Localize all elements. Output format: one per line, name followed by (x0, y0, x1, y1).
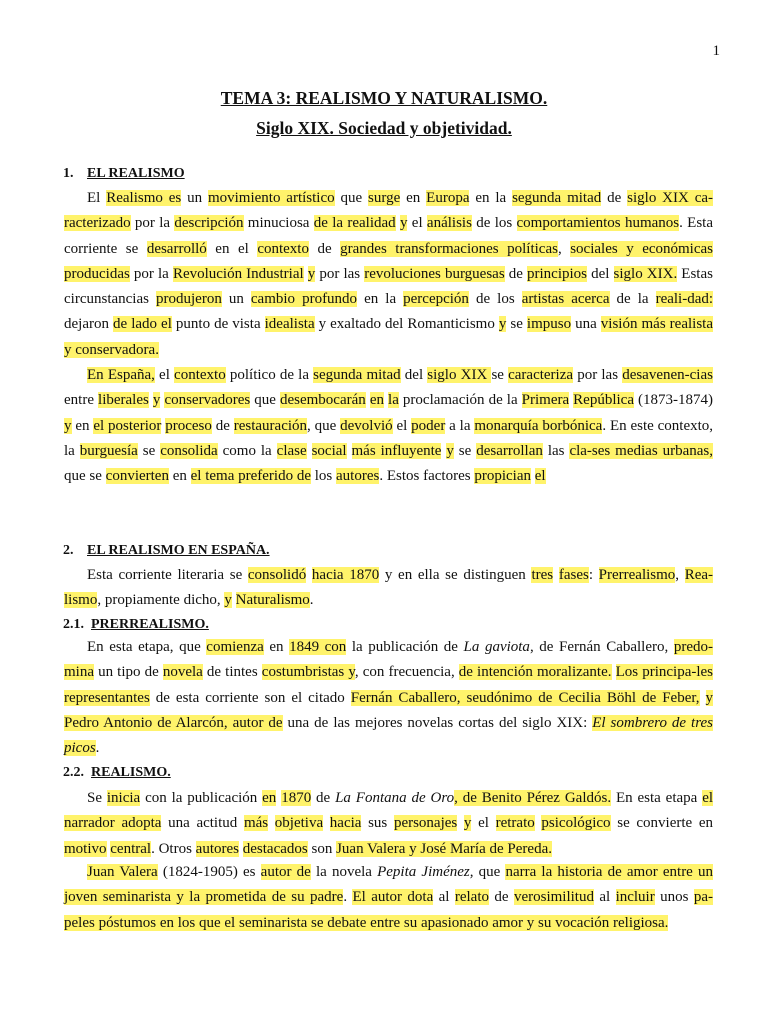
text-run: proclamación de la (398, 392, 522, 409)
text-run: . Esta corriente se (64, 215, 714, 257)
highlighted-text: monarquía borbónica (474, 417, 603, 434)
highlighted-text: y (152, 392, 161, 409)
highlighted-text: tres (531, 567, 554, 583)
text-run: a la (445, 417, 475, 434)
text-run: en (263, 639, 290, 655)
highlighted-text: contexto (174, 367, 226, 383)
text-run: . (343, 889, 353, 906)
highlighted-text: central (110, 840, 152, 857)
text-run: del (587, 265, 614, 282)
highlighted-text: conservadores (164, 392, 251, 409)
text-run: con la publicación (140, 790, 263, 806)
text-run: el (471, 815, 496, 832)
text-run: . Otros (151, 840, 196, 857)
text-run: en (168, 468, 191, 485)
text-run: un (221, 291, 251, 308)
highlighted-text: Fernán Caballero, seudónimo de Cecilia Böhl de Feber, (350, 689, 700, 706)
text-run: de (489, 889, 514, 906)
text-run: político de la (225, 367, 314, 383)
highlighted-text: Primera (521, 392, 570, 409)
section-number: 2.1. (63, 617, 84, 632)
highlighted-text: costumbristas y (261, 664, 355, 681)
highlighted-text: retrato (495, 815, 535, 832)
text-run (700, 690, 706, 706)
highlighted-text: en (369, 392, 384, 409)
text-run: de (211, 417, 234, 434)
highlighted-text: Los principa-les representantes (64, 664, 714, 706)
section-label: PRERREALISMO. (91, 617, 209, 632)
highlighted-text: desembocarán (279, 392, 366, 409)
highlighted-text: movimiento artístico (207, 190, 335, 206)
paragraph-realismo-espana (64, 563, 713, 614)
highlighted-text: Juan Valera y José María de Pereda. (336, 840, 552, 857)
highlighted-text: consolida (160, 442, 218, 459)
text-run: Se (87, 790, 107, 806)
highlighted-text: el tema preferido de (190, 468, 311, 485)
text-run: sus (361, 815, 394, 832)
text-run: que (250, 392, 280, 409)
text-run: una (571, 316, 601, 333)
highlighted-text: convierten (105, 468, 169, 485)
text-run: del (400, 367, 428, 383)
section-label: EL REALISMO EN ESPAÑA. (87, 543, 270, 558)
highlighted-text: devolvió (340, 417, 393, 434)
highlighted-text: el posterior (93, 417, 162, 434)
highlighted-text: artistas acerca (521, 291, 610, 308)
highlighted-text: cambio profundo (250, 291, 358, 308)
text-run: se (506, 316, 527, 333)
highlighted-text: Naturalismo (235, 592, 310, 609)
highlighted-text: personajes (393, 815, 458, 832)
highlighted-text: desavenen-cias (622, 367, 713, 383)
text-run: la publicación de (346, 639, 464, 655)
section-heading-2 (63, 543, 270, 559)
paragraph-espana-contexto (64, 363, 713, 489)
document-subtitle: Siglo XIX. Sociedad y objetividad. (256, 118, 512, 138)
highlighted-text: contexto (257, 240, 309, 257)
text-run: como la (217, 442, 277, 459)
highlighted-text: y (399, 215, 408, 232)
highlighted-text: República (573, 392, 634, 409)
highlighted-text: 1870 (281, 790, 312, 806)
text-run: una actitud (161, 815, 244, 832)
highlighted-text: principios (527, 265, 588, 282)
text-run: que (473, 864, 506, 880)
highlighted-text: más (243, 815, 269, 832)
highlighted-text: psicológico (541, 815, 611, 832)
highlighted-text: siglo XIX (427, 367, 492, 383)
text-run: de (311, 790, 336, 806)
paragraph-realismo-intro (64, 186, 713, 363)
text-run: al (433, 889, 455, 906)
highlighted-text: Juan Valera (87, 864, 158, 880)
highlighted-text: y (224, 592, 232, 609)
text-run: de tintes (202, 664, 262, 681)
highlighted-text: El autor dota (352, 889, 434, 906)
text-run: por la (130, 215, 175, 232)
highlighted-text: verosimilitud (513, 889, 594, 906)
highlighted-text: objetiva (274, 815, 324, 832)
text-run: que se (64, 468, 106, 485)
text-run (268, 815, 275, 831)
text-run: , propiamente dicho, (97, 592, 225, 609)
text-run: y exaltado del Romanticismo (314, 316, 499, 333)
highlighted-text: 1849 con (289, 639, 347, 655)
highlighted-text: y (307, 265, 316, 282)
highlighted-text: predo-mina (64, 639, 713, 681)
text-run: La gaviota (463, 639, 530, 655)
highlighted-text: incluir (615, 889, 655, 906)
highlighted-text: autores (195, 840, 239, 857)
text-run: por las (315, 265, 365, 282)
highlighted-text: y Pedro Antonio de Alarcón, autor de (64, 689, 714, 731)
highlighted-text: Revolución Industrial (172, 265, 304, 282)
text-run: por las (573, 367, 623, 383)
highlighted-text: desarrolló (146, 240, 207, 257)
page-number: 1 (712, 43, 720, 59)
highlighted-text: y (446, 442, 454, 459)
text-run: de los (471, 215, 517, 232)
section-number: 2. (63, 543, 74, 558)
text-run: el (392, 417, 412, 434)
highlighted-text: hacia 1870 (311, 567, 380, 583)
text-run: Estas circunstancias (64, 265, 713, 308)
highlighted-text: autor de (260, 864, 311, 880)
text-run: de la (609, 291, 656, 308)
highlighted-text: percepción (403, 291, 469, 308)
text-run: y en ella se distinguen (379, 567, 532, 583)
highlighted-text: social (311, 442, 347, 459)
text-run: La Fontana de Oro (335, 790, 455, 806)
text-run: de (308, 240, 341, 257)
text-run: por la (129, 265, 173, 282)
text-run: En esta etapa, que (87, 639, 207, 655)
highlighted-text: clase (276, 442, 307, 459)
text-run: (1873-1874) (634, 392, 714, 409)
section-heading-1 (63, 166, 185, 182)
text-run: se (453, 442, 477, 459)
text-run: los (311, 468, 337, 485)
highlighted-text: segunda mitad (512, 190, 602, 206)
text-run (457, 815, 464, 831)
section-number: 2.2. (63, 765, 84, 780)
highlighted-text: burguesía (79, 442, 138, 459)
text-run: se convierte en (610, 815, 714, 832)
highlighted-text: comienza (206, 639, 264, 655)
document-title: TEMA 3: REALISMO Y NATURALISMO. (220, 88, 548, 108)
text-run: Pepita Jiménez, (377, 864, 474, 880)
highlighted-text: idealista (264, 316, 315, 333)
text-run: en el (206, 240, 258, 257)
section-number: 1. (63, 166, 74, 181)
paragraph-juan-valera (64, 860, 713, 936)
highlighted-text: motivo (64, 840, 107, 857)
text-run: una de las mejores novelas cortas del siglo XIX: (282, 714, 593, 731)
text-run: se (491, 367, 509, 383)
highlighted-text: de lado el (113, 316, 172, 333)
highlighted-text: reali-dad: (655, 291, 714, 308)
highlighted-text: poder (411, 417, 446, 434)
text-run: . En este contexto, la (64, 417, 714, 459)
text-run: en la (469, 190, 513, 206)
text-run: de los (468, 291, 522, 308)
highlighted-text: surge (368, 190, 401, 206)
highlighted-text: y (64, 417, 72, 434)
highlighted-text: En España, (87, 367, 155, 383)
highlighted-text: más influyente (351, 442, 442, 459)
text-run: un (181, 190, 208, 206)
highlighted-text: grandes transformaciones políticas (340, 240, 558, 257)
text-run: en la (357, 291, 404, 308)
text-run: El (87, 190, 107, 206)
highlighted-text: la (388, 392, 399, 409)
text-run: , (557, 240, 571, 257)
highlighted-text: consolidó (247, 567, 307, 583)
text-run: , con frecuencia, (354, 664, 459, 681)
highlighted-text: y (498, 316, 507, 333)
section-label: EL REALISMO (87, 166, 185, 181)
text-run: : (588, 567, 599, 583)
highlighted-text: proceso (165, 417, 212, 434)
text-run (612, 664, 616, 680)
text-run: entre (64, 392, 99, 409)
text-run: , de Fernán Caballero, (529, 639, 674, 655)
text-run: (1824-1905) es (157, 864, 261, 880)
text-run: que (334, 190, 369, 206)
highlighted-text: sociales y económicas producidas (64, 240, 714, 282)
text-run: de esta corriente son el citado (149, 689, 351, 706)
text-run: unos (654, 889, 694, 906)
text-run: . Estos factores (379, 468, 475, 485)
highlighted-text: siglo XIX ca-racterizado (64, 190, 714, 232)
highlighted-text: el narrador adopta (64, 790, 714, 832)
highlighted-text: cla-ses medias urbanas, (569, 442, 714, 459)
text-run (553, 567, 559, 583)
highlighted-text: propician (474, 468, 531, 485)
highlighted-text: , de Benito Pérez Galdós. (454, 790, 612, 806)
highlighted-text: revoluciones burguesas (364, 265, 505, 282)
section-label: REALISMO. (91, 765, 171, 780)
section-heading-2-1 (63, 617, 209, 633)
highlighted-text: relato (454, 889, 489, 906)
text-run: Esta corriente literaria se (87, 567, 248, 583)
text-run: . (309, 592, 314, 609)
text-run: de (601, 190, 628, 206)
highlighted-text: de la realidad (313, 215, 396, 232)
highlighted-text: autores (336, 468, 380, 485)
text-run: punto de vista (171, 316, 265, 333)
text-run: el (154, 367, 175, 383)
highlighted-text: produjeron (156, 291, 222, 308)
highlighted-text: hacia (329, 815, 362, 832)
highlighted-text: Rea-lismo (64, 567, 714, 609)
highlighted-text: visión más realista y conservadora. (64, 316, 713, 358)
text-run (307, 443, 312, 459)
text-run: de (504, 265, 528, 282)
text-run: un tipo de (94, 664, 163, 681)
highlighted-text: Realismo es (106, 190, 182, 206)
highlighted-text: impuso (526, 316, 572, 333)
text-run: al (593, 889, 616, 906)
highlighted-text: El sombrero de tres picos (64, 714, 713, 757)
text-run (323, 815, 330, 831)
highlighted-text: narra la historia de amor entre un joven seminarista y la prometida de su padre (64, 864, 714, 906)
text-run: En esta etapa (611, 790, 703, 806)
highlighted-text: desarrollan (476, 442, 543, 459)
text-run: minuciosa (243, 215, 314, 232)
text-run: dejaron (64, 316, 114, 333)
text-run: son (307, 840, 337, 857)
text-run: el (407, 215, 427, 232)
text-run (347, 443, 352, 459)
paragraph-realismo-etapa (64, 786, 713, 862)
highlighted-text: caracteriza (508, 367, 574, 383)
text-run: . (95, 740, 100, 757)
text-run: , que (307, 417, 341, 434)
highlighted-text: restauración (233, 417, 308, 434)
highlighted-text: de intención moralizante. (458, 664, 612, 681)
highlighted-text: novela (162, 664, 203, 681)
highlighted-text: y (463, 815, 472, 832)
highlighted-text: en (262, 790, 277, 806)
highlighted-text: Europa (426, 190, 470, 206)
highlighted-text: siglo XIX. (613, 265, 678, 282)
section-heading-2-2 (63, 765, 171, 781)
highlighted-text: destacados (242, 840, 308, 857)
highlighted-text: análisis (426, 215, 472, 232)
text-run: se (137, 442, 161, 459)
text-run: la novela (310, 864, 378, 880)
highlighted-text: fases (558, 567, 589, 583)
highlighted-text: comportamientos humanos (516, 215, 680, 232)
highlighted-text: pa-peles póstumos en los que el seminarista se debate entre su apasionado amor y su vocación religiosa. (64, 889, 713, 931)
highlighted-text: el (534, 468, 546, 485)
highlighted-text: inicia (106, 790, 141, 806)
highlighted-text: liberales (98, 392, 149, 409)
text-run: , (675, 567, 685, 583)
text-run: en (400, 190, 427, 206)
paragraph-prerrealismo (64, 635, 713, 761)
highlighted-text: Prerrealismo (598, 567, 676, 583)
highlighted-text: descripción (174, 215, 244, 232)
highlighted-text: segunda mitad (313, 367, 401, 383)
text-run: en (71, 417, 94, 434)
text-run: las (542, 442, 570, 459)
